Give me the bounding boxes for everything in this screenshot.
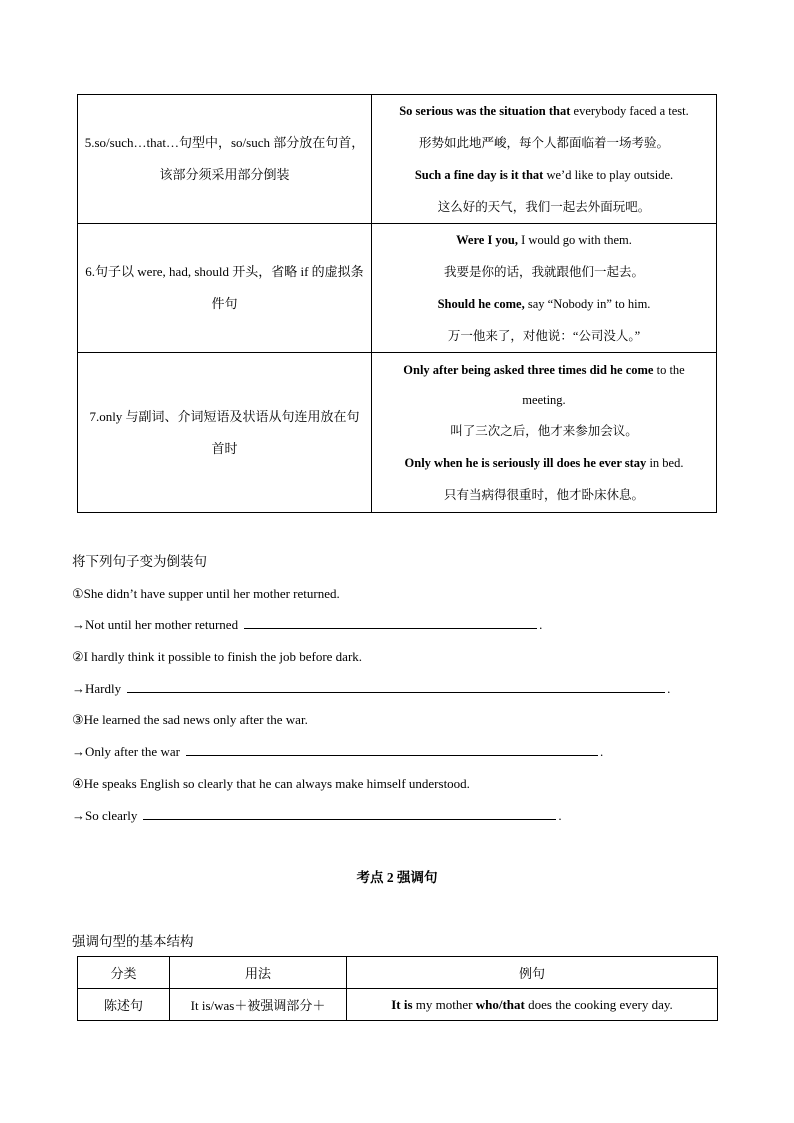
rule-cell: 7.only 与副词、介词短语及状语从句连用放在句首时 [78,353,372,513]
exercise-answer-line: →Hardly . [72,680,671,696]
exercise-question: ③He learned the sad news only after the war. [72,712,308,728]
example-translation: 形势如此地严峻，每个人都面临着一场考验。 [418,136,669,150]
example-cell [372,95,717,224]
answer-blank[interactable] [186,743,598,756]
answer-blank[interactable] [143,807,556,820]
exercise-answer-line: →So clearly . [72,807,562,823]
example-sentence: Such a fine day is it that we’d like to play outside. [414,168,674,182]
example-sentence: Should he come, say “Nobody in” to him. [437,297,651,311]
example-translation: 我要是你的话，我就跟他们一起去。 [443,265,644,279]
example-sentence: Were I you, I would go with them. [456,233,632,247]
example-cell: It is my mother who/that does the cooking every day. [347,989,718,1021]
example-sentence: So serious was the situation that everybody faced a test. [399,104,689,118]
answer-blank[interactable] [244,616,537,629]
exercise-question: ①She didn’t have supper until her mother returned. [72,585,340,601]
table-row [78,224,717,353]
emphasis-structure-table [77,956,718,1021]
answer-blank[interactable] [127,680,665,693]
section-title: 考点 2 强调句 [356,870,438,885]
usage-cell: It is/was＋被强调部分＋ [170,989,347,1021]
category-cell: 陈述句 [78,989,170,1021]
example-sentence: Only when he is seriously ill does he ever stay in bed. [404,455,684,470]
example-translation: 万一他来了，对他说：“公司没人。” [447,329,641,343]
rule-cell: 5.so/such…that…句型中，so/such 部分放在句首，该部分须采用部分倒装 [78,95,372,224]
example-sentence: Only after being asked three times did he come to the meeting. [403,362,685,407]
exercise-answer-line: →Not until her mother returned . [72,617,543,633]
inversion-rules-table [77,94,717,513]
exercise-section [72,546,732,831]
exercise-question: ②I hardly think it possible to finish the job before dark. [72,649,363,665]
column-header: 例句 [347,957,718,989]
example-translation: 叫了三次之后，他才来参加会议。 [450,423,638,438]
table-row [78,95,717,224]
section-subtitle: 强调句型的基本结构 [72,934,194,949]
example-cell [372,224,717,353]
exercise-question: ④He speaks English so clearly that he can always make himself understood. [72,775,470,791]
column-header: 用法 [170,957,347,989]
example-translation: 这么好的天气，我们一起去外面玩吧。 [437,200,651,214]
exercise-answer-line: →Only after the war . [72,744,604,760]
column-header: 分类 [78,957,170,989]
exercise-heading: 将下列句子变为倒装句 [72,554,207,569]
table-row [78,989,718,1021]
example-translation: 只有当病得很重时，他才卧床休息。 [443,487,644,502]
example-cell [372,353,717,513]
table-header-row [78,957,718,989]
table-row [78,353,717,513]
rule-cell: 6.句子以 were, had, should 开头，省略 if 的虚拟条件句 [78,224,372,353]
